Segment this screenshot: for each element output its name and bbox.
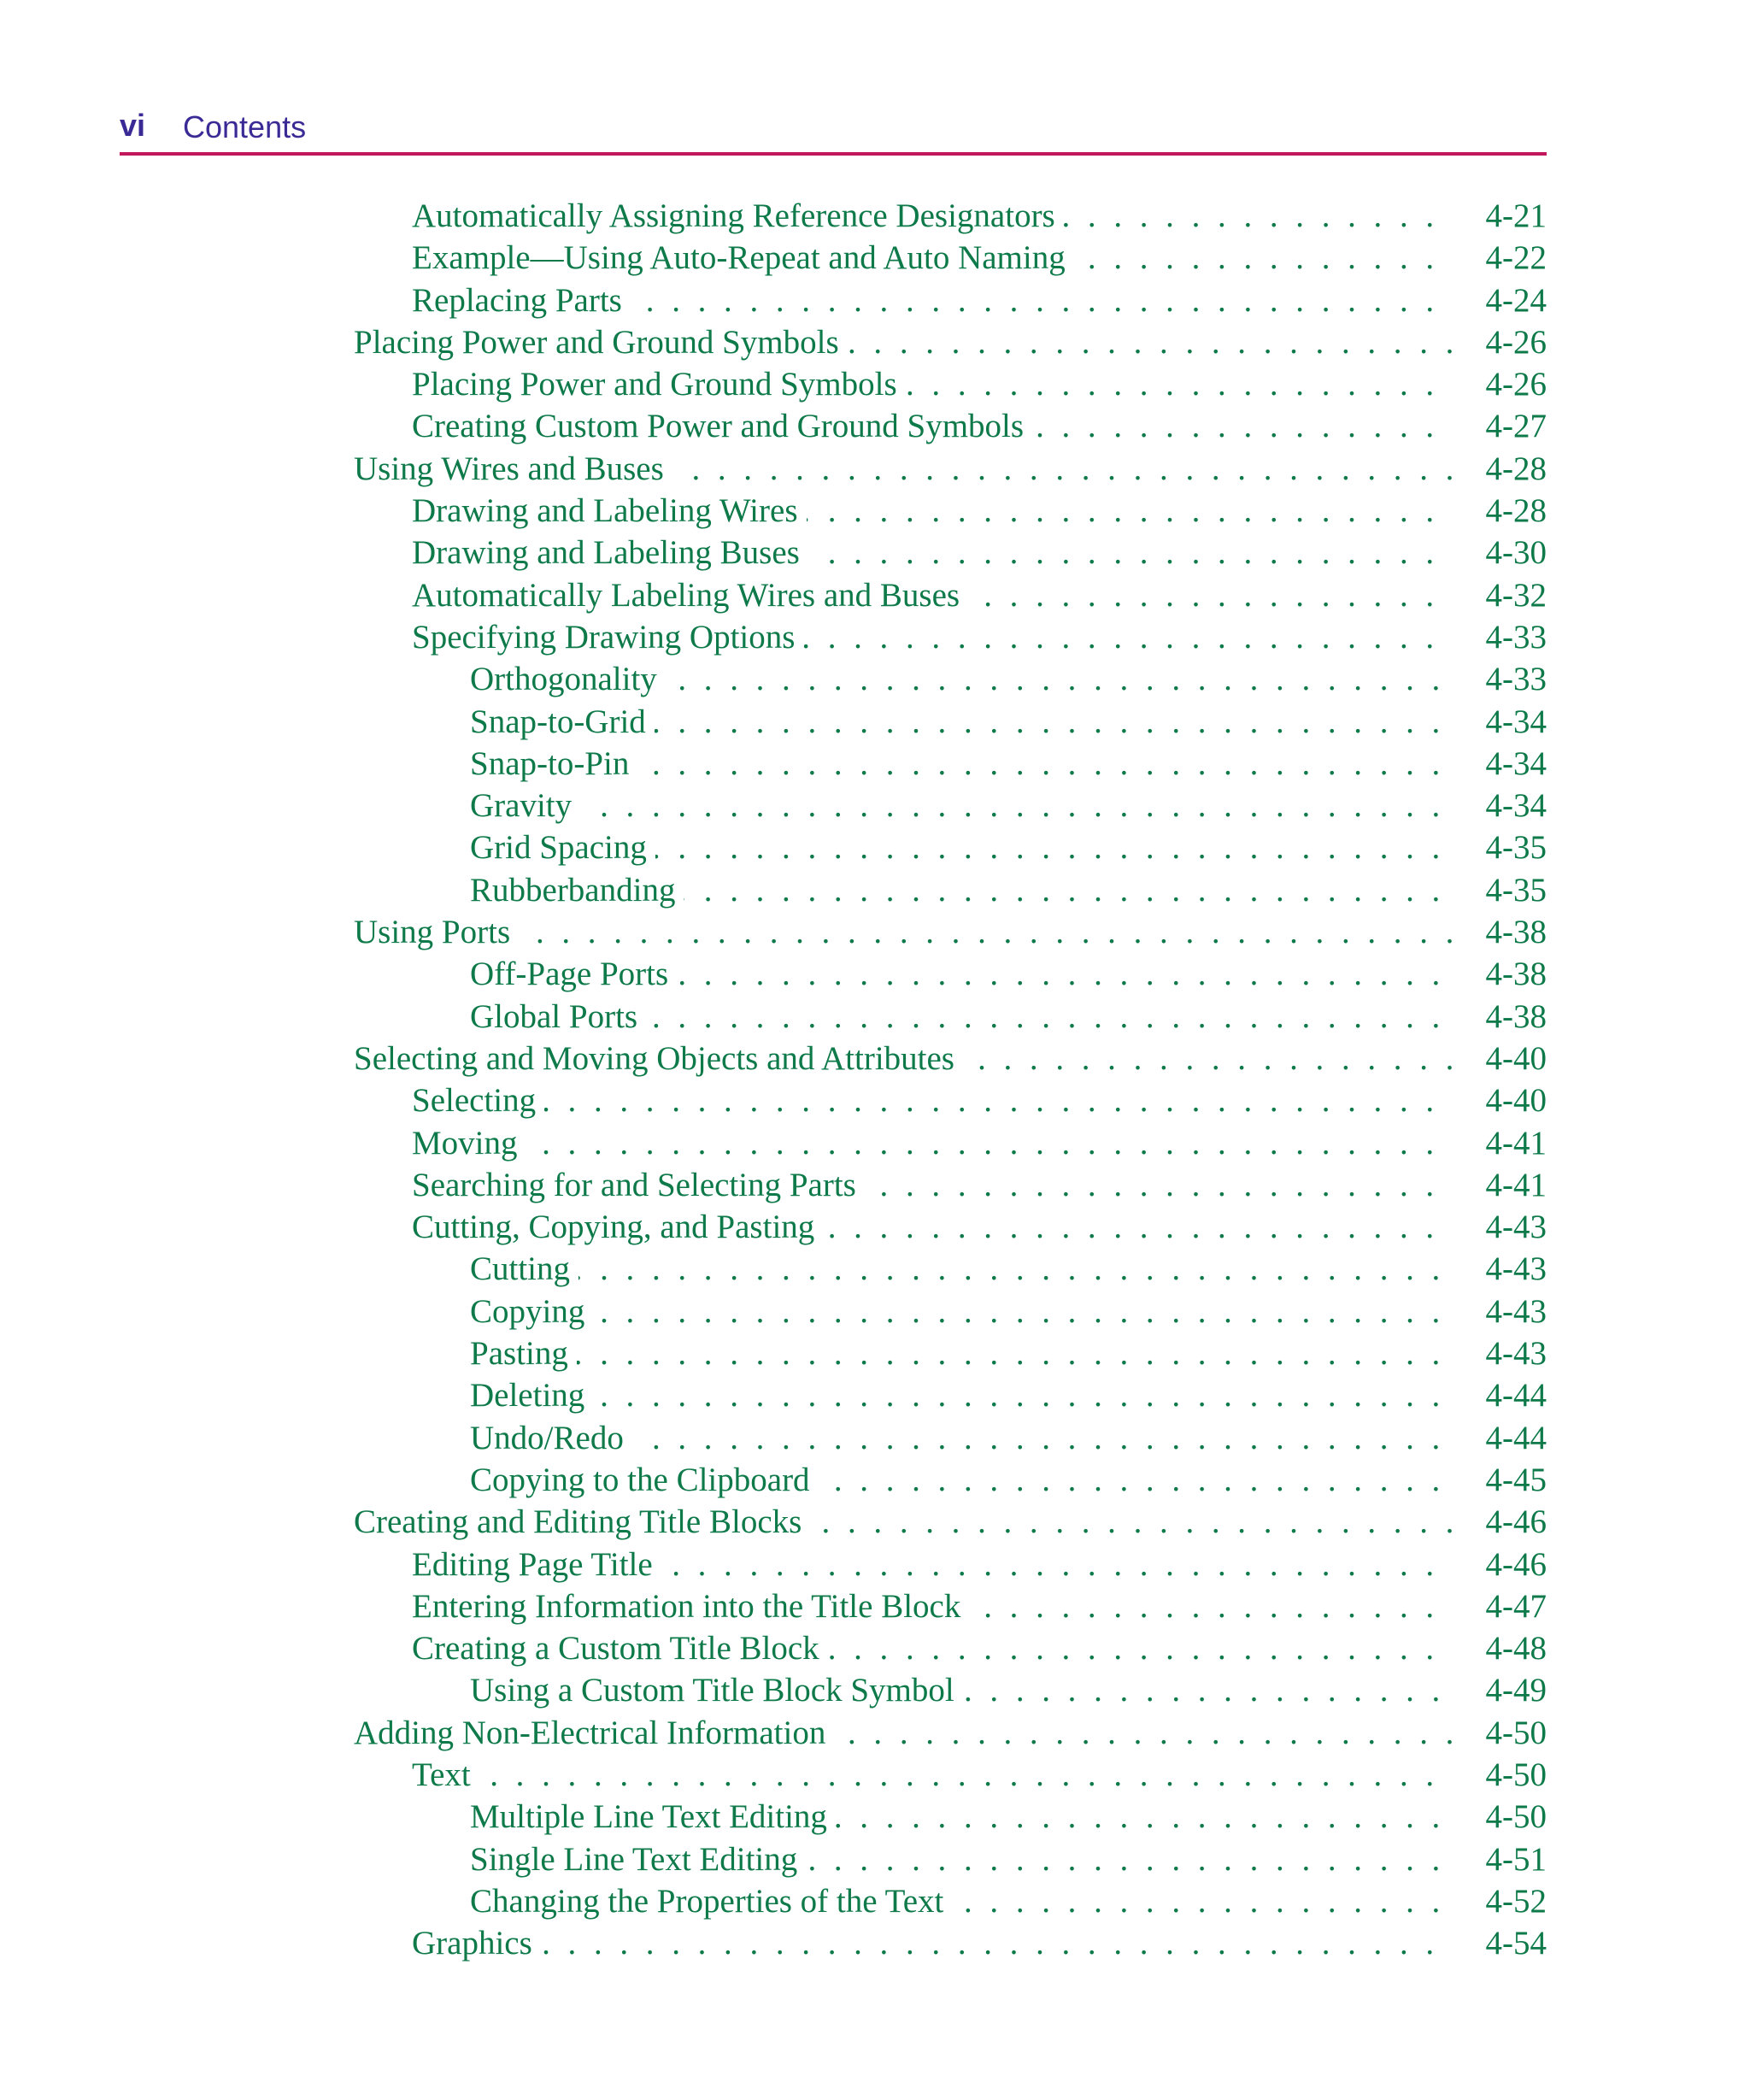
- toc-entry-page[interactable]: 4-38: [1476, 911, 1547, 953]
- toc-entry-row: [470, 1332, 1547, 1374]
- toc-entry-page[interactable]: 4-41: [1476, 1164, 1547, 1206]
- toc-entry-title[interactable]: Grid Spacing: [470, 829, 655, 866]
- toc-entry-page[interactable]: 4-26: [1476, 321, 1547, 363]
- toc-entry-page[interactable]: 4-48: [1476, 1627, 1547, 1669]
- toc-entry-page[interactable]: 4-44: [1476, 1374, 1547, 1416]
- toc-entry[interactable]: [0, 363, 1750, 405]
- toc-entry-title[interactable]: Snap-to-Grid: [470, 703, 655, 740]
- toc-entry[interactable]: [0, 1669, 1750, 1711]
- toc-entry-row: [412, 1922, 1547, 1964]
- toc-entry-title[interactable]: Cutting: [470, 1250, 578, 1287]
- toc-entry-title[interactable]: Orthogonality: [470, 661, 666, 697]
- toc-entry[interactable]: [0, 321, 1750, 363]
- toc-entry-title[interactable]: Changing the Properties of the Text: [470, 1883, 952, 1920]
- toc-entry-row: [354, 1712, 1547, 1754]
- toc-entry-title[interactable]: Entering Information into the Title Block: [412, 1588, 969, 1625]
- toc-entry-row: [412, 1164, 1547, 1206]
- toc-entry[interactable]: [0, 1164, 1750, 1206]
- toc-entry-title[interactable]: Deleting: [470, 1377, 593, 1414]
- toc-entry-title[interactable]: Graphics: [412, 1925, 541, 1962]
- toc-entry-page[interactable]: 4-28: [1476, 448, 1547, 490]
- toc-entry[interactable]: [0, 532, 1750, 574]
- toc-entry-page[interactable]: 4-45: [1476, 1459, 1547, 1501]
- toc-entry-row: [354, 911, 1547, 953]
- toc-entry-row: [412, 532, 1547, 574]
- toc-entry-title[interactable]: Text: [412, 1756, 479, 1793]
- toc-entry[interactable]: [0, 869, 1750, 911]
- toc-entry[interactable]: [0, 1206, 1750, 1248]
- dot-leader: [470, 785, 1453, 826]
- toc-entry-page[interactable]: 4-34: [1476, 701, 1547, 743]
- toc-entry[interactable]: [0, 1291, 1750, 1332]
- toc-entry-row: [470, 743, 1547, 785]
- toc-entry-row: [412, 237, 1547, 279]
- toc-entry[interactable]: [0, 1838, 1750, 1880]
- toc-entry-page[interactable]: 4-21: [1476, 195, 1547, 237]
- toc-entry-title[interactable]: Placing Power and Ground Symbols: [412, 366, 906, 403]
- toc-entry-title[interactable]: Pasting: [470, 1335, 577, 1372]
- toc-entry[interactable]: [0, 1796, 1750, 1838]
- toc-entry-page[interactable]: 4-51: [1476, 1838, 1547, 1880]
- page-number: vi: [120, 108, 146, 143]
- toc-entry-title[interactable]: Editing Page Title: [412, 1546, 661, 1583]
- toc-entry-title[interactable]: Adding Non-Electrical Information: [354, 1715, 834, 1751]
- dot-leader: [412, 1922, 1453, 1964]
- toc-entry-page[interactable]: 4-24: [1476, 279, 1547, 321]
- toc-entry-row: [354, 1501, 1547, 1543]
- toc-entry-title[interactable]: Selecting: [412, 1082, 544, 1119]
- toc-entry-page[interactable]: 4-40: [1476, 1038, 1547, 1079]
- toc-entry-page[interactable]: 4-34: [1476, 743, 1547, 785]
- toc-entry[interactable]: [0, 1374, 1750, 1416]
- section-title: Contents: [183, 109, 307, 144]
- toc-entry-page[interactable]: 4-43: [1476, 1332, 1547, 1374]
- toc-entry-title[interactable]: Creating a Custom Title Block: [412, 1630, 828, 1667]
- toc-entry-page[interactable]: 4-50: [1476, 1754, 1547, 1796]
- toc-entry-page[interactable]: 4-46: [1476, 1501, 1547, 1543]
- toc-entry-title[interactable]: Undo/Redo: [470, 1420, 632, 1456]
- toc-entry-row: [470, 1459, 1547, 1501]
- toc-entry-row: [470, 953, 1547, 995]
- toc-entry-row: [470, 1838, 1547, 1880]
- toc-entry[interactable]: [0, 1754, 1750, 1796]
- toc-entry-page[interactable]: 4-54: [1476, 1922, 1547, 1964]
- toc-entry-row: [470, 1417, 1547, 1459]
- toc-entry-page[interactable]: 4-50: [1476, 1712, 1547, 1754]
- toc-entry[interactable]: [0, 1122, 1750, 1164]
- toc-entry[interactable]: [0, 996, 1750, 1038]
- toc-entry[interactable]: [0, 1712, 1750, 1754]
- dot-leader: [470, 1332, 1453, 1374]
- toc-entry-row: [412, 1754, 1547, 1796]
- toc-entry-row: [412, 616, 1547, 658]
- toc-entry-page[interactable]: 4-43: [1476, 1206, 1547, 1248]
- toc-entry-page[interactable]: 4-28: [1476, 490, 1547, 532]
- toc-entry[interactable]: [0, 1627, 1750, 1669]
- toc-entry-title[interactable]: Drawing and Labeling Wires: [412, 492, 807, 529]
- toc-entry[interactable]: [0, 658, 1750, 700]
- toc-entry[interactable]: [0, 1038, 1750, 1079]
- toc-entry-title[interactable]: Example—Using Auto-Repeat and Auto Naming: [412, 239, 1074, 276]
- toc-entry[interactable]: [0, 1544, 1750, 1585]
- toc-entry-title[interactable]: Creating Custom Power and Ground Symbols: [412, 408, 1032, 444]
- toc-entry-page[interactable]: 4-35: [1476, 869, 1547, 911]
- toc-entry-row: [470, 1248, 1547, 1290]
- toc-entry-title[interactable]: Drawing and Labeling Buses: [412, 534, 808, 571]
- dot-leader: [412, 1754, 1453, 1796]
- toc-entry-row: [412, 1079, 1547, 1121]
- toc-entry[interactable]: [0, 1922, 1750, 1964]
- toc-entry[interactable]: [0, 490, 1750, 532]
- toc-entry-title[interactable]: Using Ports: [354, 914, 519, 950]
- toc-entry[interactable]: [0, 1501, 1750, 1543]
- toc-entry-page[interactable]: 4-26: [1476, 363, 1547, 405]
- toc-entry-title[interactable]: Selecting and Moving Objects and Attributes: [354, 1040, 963, 1077]
- toc-entry-title[interactable]: Gravity: [470, 787, 580, 824]
- toc-entry-title[interactable]: Using Wires and Buses: [354, 450, 672, 487]
- toc-entry-page[interactable]: 4-46: [1476, 1544, 1547, 1585]
- toc-entry-page[interactable]: 4-35: [1476, 826, 1547, 868]
- toc-entry[interactable]: [0, 826, 1750, 868]
- toc-entry-row: [412, 574, 1547, 616]
- toc-entry-row: [412, 405, 1547, 447]
- dot-leader: [470, 1291, 1453, 1332]
- toc-entry-page[interactable]: 4-33: [1476, 616, 1547, 658]
- toc-entry[interactable]: [0, 1079, 1750, 1121]
- toc-entry[interactable]: [0, 1459, 1750, 1501]
- toc-entry-page[interactable]: 4-43: [1476, 1291, 1547, 1332]
- toc-entry-title[interactable]: Rubberbanding: [470, 872, 684, 909]
- toc-entry-page[interactable]: 4-50: [1476, 1796, 1547, 1838]
- toc-entry-row: [412, 1585, 1547, 1627]
- toc-entry-title[interactable]: Single Line Text Editing: [470, 1841, 806, 1878]
- toc-entry[interactable]: [0, 743, 1750, 785]
- toc-entry-page[interactable]: 4-49: [1476, 1669, 1547, 1711]
- toc-entry-title[interactable]: Snap-to-Pin: [470, 745, 637, 782]
- toc-entry[interactable]: [0, 195, 1750, 237]
- toc-entry-page[interactable]: 4-47: [1476, 1585, 1547, 1627]
- toc-entry-page[interactable]: 4-38: [1476, 996, 1547, 1038]
- toc-entry-page[interactable]: 4-41: [1476, 1122, 1547, 1164]
- toc-entry-row: [412, 1206, 1547, 1248]
- toc-entry[interactable]: [0, 574, 1750, 616]
- toc-entry-row: [412, 195, 1547, 237]
- toc-entry-page[interactable]: 4-34: [1476, 785, 1547, 826]
- toc-entry-page[interactable]: 4-32: [1476, 574, 1547, 616]
- toc-entry-row: [412, 1544, 1547, 1585]
- toc-entry-row: [470, 1291, 1547, 1332]
- toc-entry-row: [470, 826, 1547, 868]
- toc-entry-title[interactable]: Automatically Assigning Reference Designators: [412, 197, 1064, 234]
- toc-entry-title[interactable]: Copying to the Clipboard: [470, 1462, 819, 1498]
- toc-entry-page[interactable]: 4-44: [1476, 1417, 1547, 1459]
- toc-entry-title[interactable]: Searching for and Selecting Parts: [412, 1167, 865, 1203]
- toc-entry-row: [412, 363, 1547, 405]
- toc-entry-title[interactable]: Specifying Drawing Options: [412, 619, 803, 656]
- toc-entry-page[interactable]: 4-43: [1476, 1248, 1547, 1290]
- table-of-contents: [0, 195, 1750, 1964]
- toc-entry[interactable]: [0, 785, 1750, 826]
- toc-entry-row: [354, 448, 1547, 490]
- toc-entry-row: [470, 996, 1547, 1038]
- dot-leader: [470, 1374, 1453, 1416]
- dot-leader: [412, 1122, 1453, 1164]
- toc-entry-row: [470, 1796, 1547, 1838]
- toc-entry[interactable]: [0, 448, 1750, 490]
- toc-entry[interactable]: [0, 1248, 1750, 1290]
- toc-entry-page[interactable]: 4-27: [1476, 405, 1547, 447]
- toc-entry-row: [470, 785, 1547, 826]
- toc-entry-title[interactable]: Using a Custom Title Block Symbol: [470, 1672, 963, 1709]
- toc-entry[interactable]: [0, 616, 1750, 658]
- toc-entry[interactable]: [0, 953, 1750, 995]
- toc-entry-row: [470, 658, 1547, 700]
- toc-entry-row: [354, 1038, 1547, 1079]
- toc-entry-row: [412, 279, 1547, 321]
- toc-entry-page[interactable]: 4-30: [1476, 532, 1547, 574]
- toc-entry[interactable]: [0, 1417, 1750, 1459]
- toc-entry[interactable]: [0, 279, 1750, 321]
- toc-entry-row: [470, 1669, 1547, 1711]
- toc-entry-title[interactable]: Off-Page Ports: [470, 956, 677, 992]
- toc-entry-page[interactable]: 4-33: [1476, 658, 1547, 700]
- toc-entry-title[interactable]: Global Ports: [470, 998, 646, 1035]
- toc-entry[interactable]: [0, 237, 1750, 279]
- toc-entry[interactable]: [0, 911, 1750, 953]
- toc-entry-row: [412, 1627, 1547, 1669]
- toc-entry[interactable]: [0, 701, 1750, 743]
- toc-entry[interactable]: [0, 1880, 1750, 1922]
- toc-entry-title[interactable]: Moving: [412, 1125, 526, 1162]
- toc-entry-row: [354, 321, 1547, 363]
- toc-entry-title[interactable]: Placing Power and Ground Symbols: [354, 324, 848, 361]
- toc-entry-title[interactable]: Creating and Editing Title Blocks: [354, 1503, 810, 1540]
- toc-entry-page[interactable]: 4-38: [1476, 953, 1547, 995]
- toc-entry-page[interactable]: 4-22: [1476, 237, 1547, 279]
- toc-entry-page[interactable]: 4-40: [1476, 1079, 1547, 1121]
- toc-entry-row: [470, 701, 1547, 743]
- toc-entry[interactable]: [0, 405, 1750, 447]
- toc-entry-title[interactable]: Copying: [470, 1293, 593, 1330]
- dot-leader: [470, 1248, 1453, 1290]
- toc-entry-row: [470, 1880, 1547, 1922]
- toc-entry-title[interactable]: Automatically Labeling Wires and Buses: [412, 577, 968, 614]
- toc-entry-title[interactable]: Replacing Parts: [412, 282, 631, 319]
- toc-entry[interactable]: [0, 1332, 1750, 1374]
- dot-leader: [412, 1079, 1453, 1121]
- toc-entry-row: [470, 1374, 1547, 1416]
- toc-entry-row: [470, 869, 1547, 911]
- toc-entry[interactable]: [0, 1585, 1750, 1627]
- toc-entry-page[interactable]: 4-52: [1476, 1880, 1547, 1922]
- toc-entry-title[interactable]: Cutting, Copying, and Pasting: [412, 1209, 823, 1245]
- running-header: [120, 103, 1547, 156]
- toc-entry-row: [412, 1122, 1547, 1164]
- toc-entry-title[interactable]: Multiple Line Text Editing: [470, 1798, 836, 1835]
- toc-entry-row: [412, 490, 1547, 532]
